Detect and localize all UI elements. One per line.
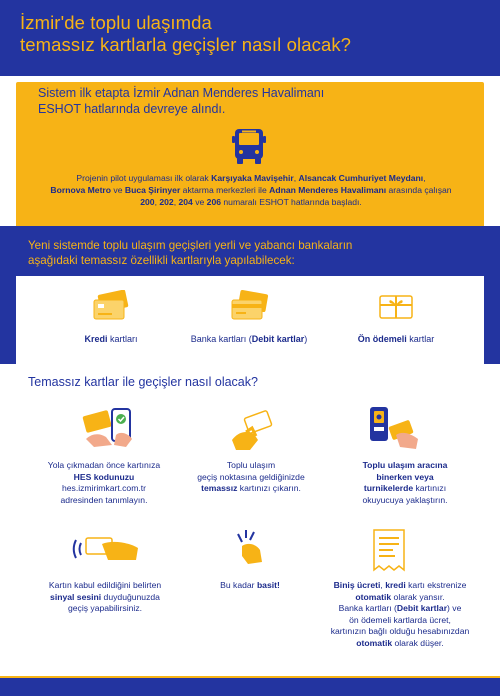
credit-card-item (56, 290, 166, 344)
intro-line-1: Sistem ilk etapta İzmir Adnan Menderes Havalimanı (38, 86, 325, 100)
prepaid-card-label: Ön ödemeli kartlar (357, 334, 435, 344)
hes-code-card-icon (80, 405, 136, 449)
credit-card-label: Kredi kartları (84, 334, 138, 344)
card-types-line-2: aşağıdaki temassız özellikli kartlarıyla yapılabilecek: (28, 254, 295, 267)
intro-text (38, 85, 468, 117)
card-reader-icon (366, 405, 422, 451)
snap-fingers-icon (234, 528, 268, 566)
card-types-panel (16, 276, 484, 364)
how-it-works-title: Temassız kartlar ile geçişler nasıl olacak? (28, 375, 258, 389)
debit-card-icon (229, 290, 269, 322)
step-6-text: Biniş ücreti, kredi kartı ekstrenize otomatik olarak yansır. Banka kartları (Debit kartlar) ve ön ödemeli kartlarda ücret, kartınızın bağlı olduğu hesabınızdan otomatik olarak düşer. (330, 580, 470, 648)
receipt-icon (368, 528, 410, 572)
pilot-line-2: Bornova Metro ve Buca Şirinyer aktarma merkezleri ile Adnan Menderes Havalimanı arasında çalışan (50, 185, 452, 195)
step-3-text: Toplu ulaşım aracına binerken veya turnikelerde kartınızı okuyucuya yaklaştırın. (362, 460, 448, 505)
title-line-1: İzmir'de toplu ulaşımda (20, 12, 212, 33)
title-line-2: temassız kartlarla geçişler nasıl olacak? (20, 34, 352, 55)
footer-band (0, 678, 500, 696)
prepaid-card-item (336, 290, 456, 344)
step-2-text: Toplu ulaşım geçiş noktasına geldiğinizde temassız kartınızı çıkarın. (197, 460, 305, 493)
step-1-text: Yola çıkmadan önce kartınıza HES kodunuzu hes.izmirimkart.com.tr adresinden tanımlayın. (47, 460, 161, 505)
step-5-text: Bu kadar basit! (220, 580, 280, 590)
contactless-signal-icon (72, 530, 142, 566)
card-types-line-1: Yeni sistemde toplu ulaşım geçişleri yerli ve yabancı bankaların (28, 239, 353, 252)
bus-icon (232, 127, 266, 167)
debit-card-label: Banka kartları (Debit kartlar) (190, 334, 308, 344)
pilot-description (18, 172, 484, 208)
pilot-line-3: 200, 202, 204 ve 206 numaralı ESHOT hatlarında başladı. (140, 197, 362, 207)
page-title (20, 12, 351, 56)
step-4-text: Kartın kabul edildiğini belirten sinyal sesini duyduğunuzda geçiş yapabilirsiniz. (48, 580, 162, 613)
credit-card-icon (91, 290, 131, 322)
pilot-line-1: Projenin pilot uygulaması ilk olarak Karşıyaka Mavişehir, Alsancak Cumhuriyet Meydanı, (76, 173, 426, 183)
gift-card-icon (376, 290, 416, 322)
card-types-intro (28, 238, 478, 268)
debit-card-item (184, 290, 314, 344)
hand-card-icon (228, 410, 274, 452)
intro-line-2: ESHOT hatlarında devreye alındı. (38, 102, 226, 116)
